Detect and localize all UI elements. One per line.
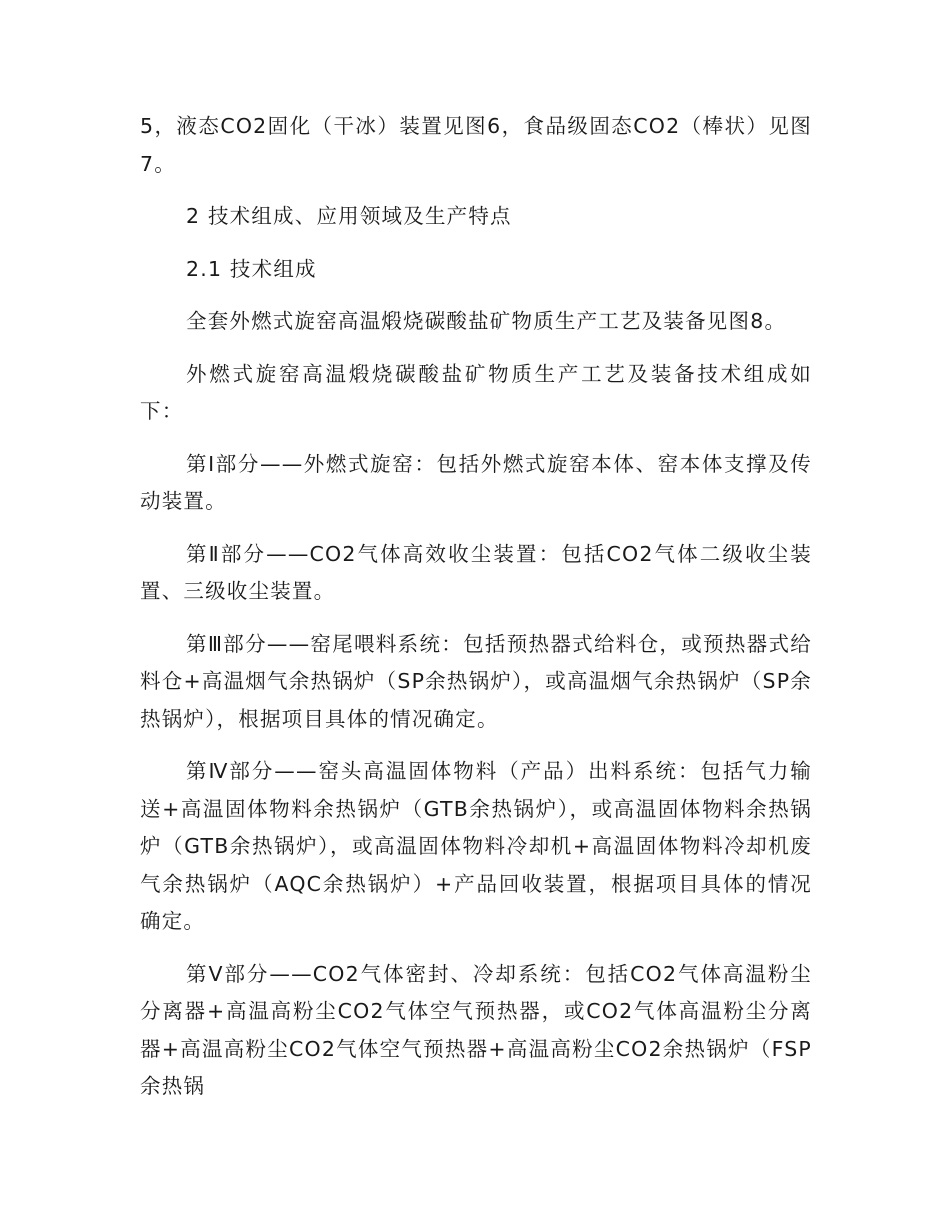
part-3-paragraph: 第Ⅲ部分——窑尾喂料系统：包括预热器式给料仓，或预热器式给料仓+高温烟气余热锅炉（SP余热锅炉），或高温烟气余热锅炉（SP余热锅炉），根据项目具体的情况确定。	[140, 631, 812, 731]
part-1-paragraph: 第Ⅰ部分——外燃式旋窑：包括外燃式旋窑本体、窑本体支撑及传动装置。	[140, 451, 812, 513]
document-body	[140, 108, 812, 1121]
part-2-paragraph: 第Ⅱ部分——CO2气体高效收尘装置：包括CO2气体二级收尘装置、三级收尘装置。	[140, 541, 812, 603]
subsection-heading-2-1: 2.1 技术组成	[186, 256, 317, 281]
paragraph-4: 全套外燃式旋窑高温煅烧碳酸盐矿物质生产工艺及装备见图8。	[186, 309, 787, 333]
paragraph-1: 5，液态CO2固化（干冰）装置见图6，食品级固态CO2（棒状）见图7。	[140, 114, 812, 176]
part-5-paragraph: 第Ⅴ部分——CO2气体密封、冷却系统：包括CO2气体高温粉尘分离器+高温高粉尘CO2气体空气预热器，或CO2气体高温粉尘分离器+高温高粉尘CO2气体空气预热器+高温高粉尘CO2余热锅炉（FSP余热锅	[140, 961, 812, 1098]
section-heading-2: 2 技术组成、应用领域及生产特点	[186, 204, 512, 228]
paragraph-5: 外燃式旋窑高温煅烧碳酸盐矿物质生产工艺及装备技术组成如下：	[140, 361, 812, 423]
part-4-paragraph: 第Ⅳ部分——窑头高温固体物料（产品）出料系统：包括气力输送+高温固体物料余热锅炉（GTB余热锅炉），或高温固体物料余热锅炉（GTB余热锅炉），或高温固体物料冷却机+高温固体物料冷却机废气余热锅炉（AQC余热锅炉）+产品回收装置，根据项目具体的情况确定。	[140, 759, 812, 933]
